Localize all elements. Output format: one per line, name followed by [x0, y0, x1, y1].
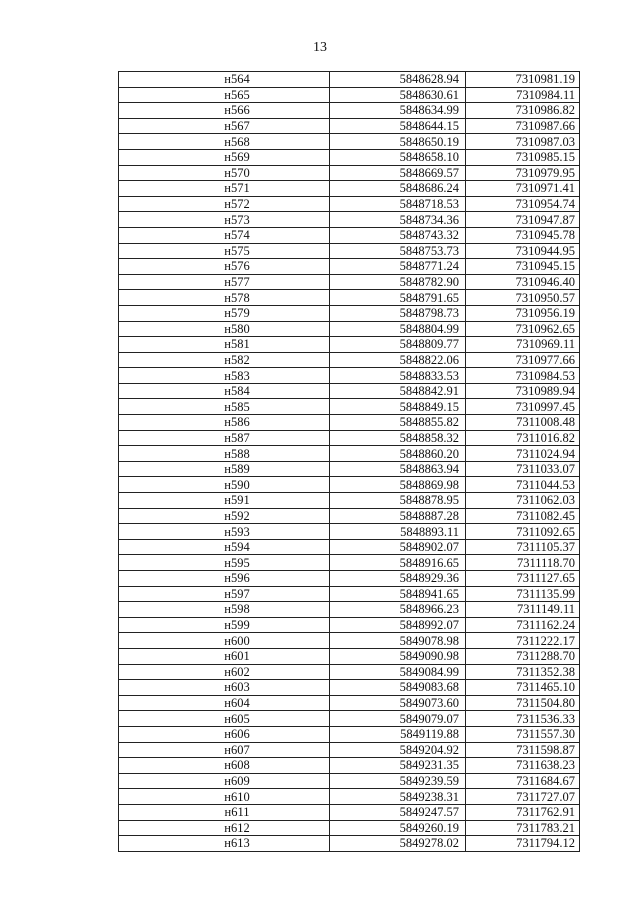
point-id-cell: н564 — [119, 72, 330, 88]
x-coordinate-cell: 5849119.88 — [330, 726, 466, 742]
x-coordinate-cell: 5848916.65 — [330, 555, 466, 571]
table-row — [119, 711, 580, 727]
y-coordinate-cell: 7311149.11 — [466, 602, 580, 618]
table-row — [119, 430, 580, 446]
x-coordinate-cell: 5848658.10 — [330, 149, 466, 165]
x-coordinate-cell: 5849090.98 — [330, 648, 466, 664]
point-id-cell: н596 — [119, 571, 330, 587]
x-coordinate-cell: 5848718.53 — [330, 196, 466, 212]
table-row — [119, 149, 580, 165]
table-row — [119, 368, 580, 384]
page-number: 13 — [313, 40, 327, 55]
table-row — [119, 72, 580, 88]
y-coordinate-cell: 7311762.91 — [466, 804, 580, 820]
x-coordinate-cell: 5849231.35 — [330, 758, 466, 774]
y-coordinate-cell: 7311352.38 — [466, 664, 580, 680]
point-id-cell: н569 — [119, 149, 330, 165]
x-coordinate-cell: 5848929.36 — [330, 571, 466, 587]
y-coordinate-cell: 7310986.82 — [466, 103, 580, 119]
table-row — [119, 508, 580, 524]
x-coordinate-cell: 5848887.28 — [330, 508, 466, 524]
y-coordinate-cell: 7311727.07 — [466, 789, 580, 805]
x-coordinate-cell: 5848833.53 — [330, 368, 466, 384]
table-row — [119, 617, 580, 633]
table-row — [119, 586, 580, 602]
point-id-cell: н579 — [119, 305, 330, 321]
point-id-cell: н584 — [119, 383, 330, 399]
x-coordinate-cell: 5848628.94 — [330, 72, 466, 88]
point-id-cell: н587 — [119, 430, 330, 446]
table-row — [119, 773, 580, 789]
table-row — [119, 352, 580, 368]
point-id-cell: н609 — [119, 773, 330, 789]
y-coordinate-cell: 7311118.70 — [466, 555, 580, 571]
y-coordinate-cell: 7311598.87 — [466, 742, 580, 758]
y-coordinate-cell: 7310977.66 — [466, 352, 580, 368]
point-id-cell: н582 — [119, 352, 330, 368]
y-coordinate-cell: 7310985.15 — [466, 149, 580, 165]
table-row — [119, 664, 580, 680]
point-id-cell: н607 — [119, 742, 330, 758]
x-coordinate-cell: 5849084.99 — [330, 664, 466, 680]
y-coordinate-cell: 7310987.66 — [466, 118, 580, 134]
y-coordinate-cell: 7311288.70 — [466, 648, 580, 664]
table-row — [119, 165, 580, 181]
x-coordinate-cell: 5848855.82 — [330, 415, 466, 431]
x-coordinate-cell: 5849239.59 — [330, 773, 466, 789]
y-coordinate-cell: 7310969.11 — [466, 337, 580, 353]
x-coordinate-cell: 5848734.36 — [330, 212, 466, 228]
table-row — [119, 274, 580, 290]
x-coordinate-cell: 5849083.68 — [330, 680, 466, 696]
x-coordinate-cell: 5849278.02 — [330, 836, 466, 852]
point-id-cell: н606 — [119, 726, 330, 742]
x-coordinate-cell: 5849079.07 — [330, 711, 466, 727]
table-row — [119, 758, 580, 774]
table-row — [119, 446, 580, 462]
coordinates-table — [118, 71, 580, 852]
y-coordinate-cell: 7311465.10 — [466, 680, 580, 696]
y-coordinate-cell: 7311082.45 — [466, 508, 580, 524]
point-id-cell: н580 — [119, 321, 330, 337]
x-coordinate-cell: 5848809.77 — [330, 337, 466, 353]
point-id-cell: н567 — [119, 118, 330, 134]
y-coordinate-cell: 7310946.40 — [466, 274, 580, 290]
y-coordinate-cell: 7310945.78 — [466, 227, 580, 243]
point-id-cell: н575 — [119, 243, 330, 259]
table-row — [119, 493, 580, 509]
y-coordinate-cell: 7311024.94 — [466, 446, 580, 462]
table-row — [119, 602, 580, 618]
y-coordinate-cell: 7311504.80 — [466, 695, 580, 711]
table-row — [119, 477, 580, 493]
table-row — [119, 87, 580, 103]
x-coordinate-cell: 5848966.23 — [330, 602, 466, 618]
y-coordinate-cell: 7310956.19 — [466, 305, 580, 321]
y-coordinate-cell: 7310971.41 — [466, 181, 580, 197]
table-row — [119, 181, 580, 197]
x-coordinate-cell: 5848804.99 — [330, 321, 466, 337]
y-coordinate-cell: 7311033.07 — [466, 461, 580, 477]
table-row — [119, 399, 580, 415]
x-coordinate-cell: 5848686.24 — [330, 181, 466, 197]
table-row — [119, 539, 580, 555]
x-coordinate-cell: 5848858.32 — [330, 430, 466, 446]
x-coordinate-cell: 5848941.65 — [330, 586, 466, 602]
y-coordinate-cell: 7310984.11 — [466, 87, 580, 103]
coordinates-table-body — [119, 72, 580, 852]
x-coordinate-cell: 5848893.11 — [330, 524, 466, 540]
y-coordinate-cell: 7311062.03 — [466, 493, 580, 509]
table-row — [119, 118, 580, 134]
y-coordinate-cell: 7311016.82 — [466, 430, 580, 446]
x-coordinate-cell: 5848863.94 — [330, 461, 466, 477]
y-coordinate-cell: 7311008.48 — [466, 415, 580, 431]
point-id-cell: н568 — [119, 134, 330, 150]
table-row — [119, 571, 580, 587]
point-id-cell: н589 — [119, 461, 330, 477]
point-id-cell: н566 — [119, 103, 330, 119]
point-id-cell: н601 — [119, 648, 330, 664]
table-row — [119, 227, 580, 243]
x-coordinate-cell: 5848771.24 — [330, 259, 466, 275]
table-row — [119, 321, 580, 337]
x-coordinate-cell: 5848782.90 — [330, 274, 466, 290]
x-coordinate-cell: 5848822.06 — [330, 352, 466, 368]
y-coordinate-cell: 7311684.67 — [466, 773, 580, 789]
y-coordinate-cell: 7310987.03 — [466, 134, 580, 150]
table-row — [119, 383, 580, 399]
point-id-cell: н605 — [119, 711, 330, 727]
table-row — [119, 415, 580, 431]
table-row — [119, 633, 580, 649]
y-coordinate-cell: 7311783.21 — [466, 820, 580, 836]
table-row — [119, 804, 580, 820]
table-row — [119, 742, 580, 758]
point-id-cell: н594 — [119, 539, 330, 555]
point-id-cell: н586 — [119, 415, 330, 431]
point-id-cell: н593 — [119, 524, 330, 540]
x-coordinate-cell: 5848634.99 — [330, 103, 466, 119]
point-id-cell: н598 — [119, 602, 330, 618]
y-coordinate-cell: 7310984.53 — [466, 368, 580, 384]
y-coordinate-cell: 7310997.45 — [466, 399, 580, 415]
table-row — [119, 259, 580, 275]
point-id-cell: н581 — [119, 337, 330, 353]
point-id-cell: н588 — [119, 446, 330, 462]
y-coordinate-cell: 7311536.33 — [466, 711, 580, 727]
point-id-cell: н602 — [119, 664, 330, 680]
x-coordinate-cell: 5849247.57 — [330, 804, 466, 820]
x-coordinate-cell: 5848842.91 — [330, 383, 466, 399]
x-coordinate-cell: 5848791.65 — [330, 290, 466, 306]
y-coordinate-cell: 7311105.37 — [466, 539, 580, 555]
table-row — [119, 680, 580, 696]
point-id-cell: н578 — [119, 290, 330, 306]
x-coordinate-cell: 5849260.19 — [330, 820, 466, 836]
y-coordinate-cell: 7311044.53 — [466, 477, 580, 493]
point-id-cell: н576 — [119, 259, 330, 275]
point-id-cell: н585 — [119, 399, 330, 415]
point-id-cell: н573 — [119, 212, 330, 228]
point-id-cell: н565 — [119, 87, 330, 103]
x-coordinate-cell: 5848644.15 — [330, 118, 466, 134]
x-coordinate-cell: 5848798.73 — [330, 305, 466, 321]
y-coordinate-cell: 7310945.15 — [466, 259, 580, 275]
table-row — [119, 461, 580, 477]
point-id-cell: н600 — [119, 633, 330, 649]
table-row — [119, 836, 580, 852]
y-coordinate-cell: 7310962.65 — [466, 321, 580, 337]
x-coordinate-cell: 5849073.60 — [330, 695, 466, 711]
x-coordinate-cell: 5849238.31 — [330, 789, 466, 805]
point-id-cell: н577 — [119, 274, 330, 290]
table-row — [119, 134, 580, 150]
table-row — [119, 290, 580, 306]
point-id-cell: н611 — [119, 804, 330, 820]
x-coordinate-cell: 5848630.61 — [330, 87, 466, 103]
table-row — [119, 820, 580, 836]
y-coordinate-cell: 7311092.65 — [466, 524, 580, 540]
x-coordinate-cell: 5848869.98 — [330, 477, 466, 493]
x-coordinate-cell: 5848849.15 — [330, 399, 466, 415]
table-row — [119, 524, 580, 540]
y-coordinate-cell: 7310947.87 — [466, 212, 580, 228]
x-coordinate-cell: 5848669.57 — [330, 165, 466, 181]
y-coordinate-cell: 7310989.94 — [466, 383, 580, 399]
y-coordinate-cell: 7311794.12 — [466, 836, 580, 852]
y-coordinate-cell: 7311222.17 — [466, 633, 580, 649]
point-id-cell: н597 — [119, 586, 330, 602]
x-coordinate-cell: 5848753.73 — [330, 243, 466, 259]
y-coordinate-cell: 7310979.95 — [466, 165, 580, 181]
y-coordinate-cell: 7310950.57 — [466, 290, 580, 306]
y-coordinate-cell: 7311162.24 — [466, 617, 580, 633]
point-id-cell: н571 — [119, 181, 330, 197]
point-id-cell: н603 — [119, 680, 330, 696]
table-row — [119, 789, 580, 805]
point-id-cell: н572 — [119, 196, 330, 212]
x-coordinate-cell: 5848860.20 — [330, 446, 466, 462]
y-coordinate-cell: 7311557.30 — [466, 726, 580, 742]
point-id-cell: н604 — [119, 695, 330, 711]
table-row — [119, 305, 580, 321]
point-id-cell: н599 — [119, 617, 330, 633]
y-coordinate-cell: 7311638.23 — [466, 758, 580, 774]
table-row — [119, 648, 580, 664]
x-coordinate-cell: 5848743.32 — [330, 227, 466, 243]
point-id-cell: н574 — [119, 227, 330, 243]
point-id-cell: н613 — [119, 836, 330, 852]
y-coordinate-cell: 7310944.95 — [466, 243, 580, 259]
table-row — [119, 337, 580, 353]
y-coordinate-cell: 7311127.65 — [466, 571, 580, 587]
table-row — [119, 726, 580, 742]
y-coordinate-cell: 7310981.19 — [466, 72, 580, 88]
x-coordinate-cell: 5848650.19 — [330, 134, 466, 150]
point-id-cell: н608 — [119, 758, 330, 774]
table-row — [119, 103, 580, 119]
point-id-cell: н570 — [119, 165, 330, 181]
point-id-cell: н612 — [119, 820, 330, 836]
table-row — [119, 555, 580, 571]
point-id-cell: н610 — [119, 789, 330, 805]
table-row — [119, 196, 580, 212]
y-coordinate-cell: 7311135.99 — [466, 586, 580, 602]
x-coordinate-cell: 5848878.95 — [330, 493, 466, 509]
point-id-cell: н592 — [119, 508, 330, 524]
table-row — [119, 212, 580, 228]
table-row — [119, 695, 580, 711]
point-id-cell: н590 — [119, 477, 330, 493]
point-id-cell: н595 — [119, 555, 330, 571]
table-row — [119, 243, 580, 259]
point-id-cell: н591 — [119, 493, 330, 509]
x-coordinate-cell: 5849078.98 — [330, 633, 466, 649]
x-coordinate-cell: 5848992.07 — [330, 617, 466, 633]
point-id-cell: н583 — [119, 368, 330, 384]
y-coordinate-cell: 7310954.74 — [466, 196, 580, 212]
x-coordinate-cell: 5848902.07 — [330, 539, 466, 555]
x-coordinate-cell: 5849204.92 — [330, 742, 466, 758]
